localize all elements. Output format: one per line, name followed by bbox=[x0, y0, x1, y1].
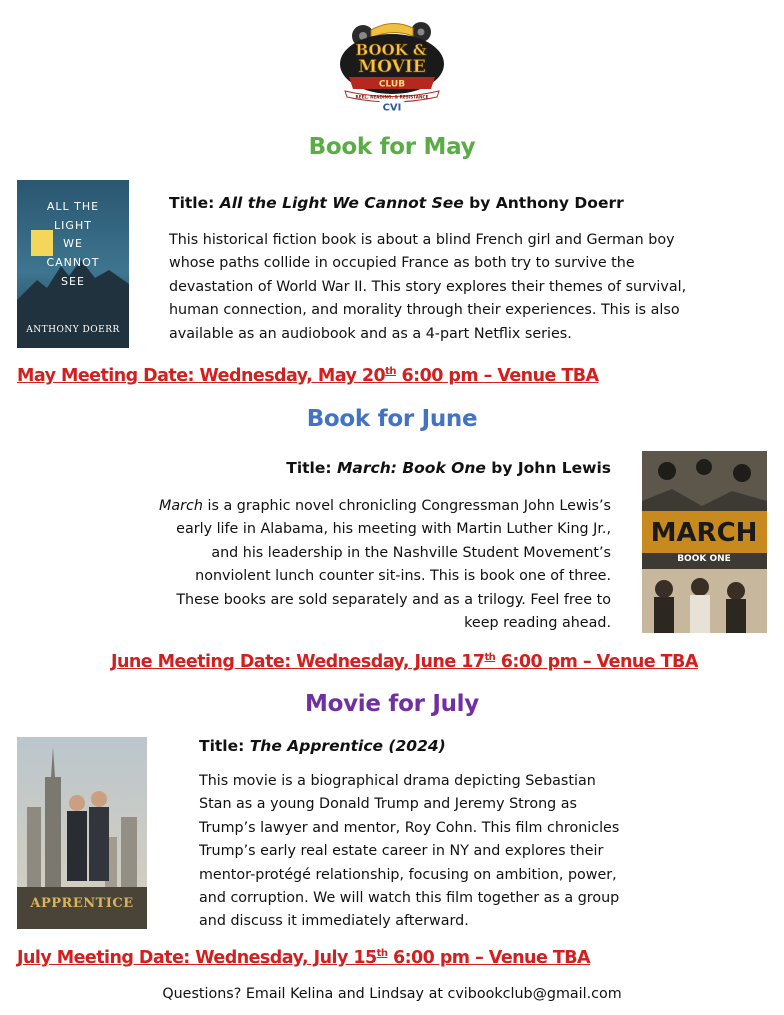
logo-line1: BOOK & bbox=[355, 41, 427, 59]
logo-badge: CVI bbox=[382, 102, 402, 114]
july-description bbox=[199, 770, 659, 934]
june-meeting-date bbox=[111, 652, 698, 672]
july-meeting-sup: th bbox=[376, 948, 388, 959]
svg-text:ANTHONY DOERR: ANTHONY DOERR bbox=[26, 325, 120, 335]
june-title-suffix: by John Lewis bbox=[485, 459, 611, 477]
june-meeting-sup: th bbox=[484, 652, 496, 663]
may-title-prefix: Title: bbox=[169, 194, 220, 212]
june-desc-line: is a graphic novel chronicling Congressman John Lewis’s bbox=[202, 498, 611, 514]
may-heading: Book for May bbox=[308, 134, 476, 160]
july-desc-line: Trump’s early real estate career in NY and explores their bbox=[199, 843, 604, 860]
july-title-name: The Apprentice (2024) bbox=[249, 737, 446, 755]
svg-text:WE: WE bbox=[63, 237, 83, 250]
june-heading: Book for June bbox=[306, 406, 478, 432]
june-desc-line: keep reading ahead. bbox=[464, 615, 611, 632]
logo-line3: CLUB bbox=[378, 79, 406, 90]
svg-text:ALL THE: ALL THE bbox=[46, 200, 100, 213]
may-description bbox=[169, 229, 689, 346]
may-book-cover bbox=[17, 180, 129, 348]
june-description bbox=[141, 495, 611, 635]
may-meeting-main: May Meeting Date: Wednesday, May 20 bbox=[17, 366, 386, 386]
june-meeting-main: June Meeting Date: Wednesday, June 17 bbox=[111, 652, 485, 672]
june-desc-line: nonviolent lunch counter sit-ins. This is book one of three. bbox=[195, 568, 611, 585]
july-desc-line: and discuss it immediately afterward. bbox=[199, 913, 469, 930]
june-book-cover bbox=[642, 451, 767, 633]
june-cover-title: MARCH bbox=[650, 518, 758, 548]
june-meeting-end: 6:00 pm – Venue TBA bbox=[495, 652, 698, 672]
may-title-name: All the Light We Cannot See bbox=[219, 194, 464, 212]
june-cover-subtitle: BOOK ONE bbox=[677, 554, 731, 564]
july-meeting-end: 6:00 pm – Venue TBA bbox=[387, 948, 590, 968]
july-movie-title bbox=[199, 737, 446, 755]
book-movie-club-logo bbox=[337, 14, 447, 114]
july-meeting-date bbox=[17, 948, 590, 968]
july-meeting-main: July Meeting Date: Wednesday, July 15 bbox=[17, 948, 377, 968]
logo-line2: MOVIE bbox=[358, 57, 426, 77]
may-desc-line: whose paths collide in occupied France as both try to survive the bbox=[169, 255, 635, 272]
may-desc-line: human connection, and morality through their experiences. This is also bbox=[169, 302, 680, 319]
logo-tagline: REEL, READING, & RESISTANCE bbox=[355, 94, 429, 100]
may-meeting-date bbox=[17, 366, 599, 386]
june-book-title bbox=[286, 459, 611, 477]
july-poster-title: APPRENTICE bbox=[30, 896, 134, 911]
may-meeting-sup: th bbox=[385, 366, 396, 377]
may-meeting-end: 6:00 pm – Venue TBA bbox=[395, 366, 599, 386]
may-book-title bbox=[169, 194, 624, 212]
may-desc-line: devastation of World War II. This story explores their themes of survival, bbox=[169, 278, 687, 295]
contact-footer: Questions? Email Kelina and Lindsay at cvibookclub@gmail.com bbox=[162, 986, 622, 1002]
may-desc-line: This historical fiction book is about a blind French girl and German boy bbox=[169, 232, 675, 248]
july-desc-line: This movie is a biographical drama depicting Sebastian bbox=[199, 773, 596, 789]
svg-text:CANNOT: CANNOT bbox=[46, 256, 100, 269]
svg-text:SEE: SEE bbox=[61, 275, 85, 288]
june-desc-italic: March bbox=[159, 498, 203, 514]
june-title-prefix: Title: bbox=[286, 459, 337, 477]
july-heading: Movie for July bbox=[305, 691, 479, 717]
may-desc-line: available as an audiobook and as a 4-part Netflix series. bbox=[169, 325, 572, 342]
july-desc-line: Trump’s lawyer and mentor, Roy Cohn. This film chronicles bbox=[199, 819, 620, 836]
july-desc-line: Stan as a young Donald Trump and Jeremy Strong as bbox=[199, 796, 577, 813]
july-desc-line: mentor-protégé relationship, focusing on ambition, power, bbox=[199, 866, 617, 883]
may-title-suffix: by Anthony Doerr bbox=[463, 194, 624, 212]
june-desc-line: and his leadership in the Nashville Student Movement’s bbox=[211, 544, 611, 561]
july-title-prefix: Title: bbox=[199, 737, 250, 755]
july-desc-line: and corruption. We will watch this film together as a group bbox=[199, 890, 620, 907]
june-title-name: March: Book One bbox=[336, 459, 486, 477]
july-movie-poster bbox=[17, 737, 147, 929]
june-desc-line: early life in Alabama, his meeting with Martin Luther King Jr., bbox=[176, 521, 611, 538]
svg-text:LIGHT: LIGHT bbox=[54, 219, 92, 232]
june-desc-line: These books are sold separately and as a trilogy. Feel free to bbox=[176, 591, 611, 608]
